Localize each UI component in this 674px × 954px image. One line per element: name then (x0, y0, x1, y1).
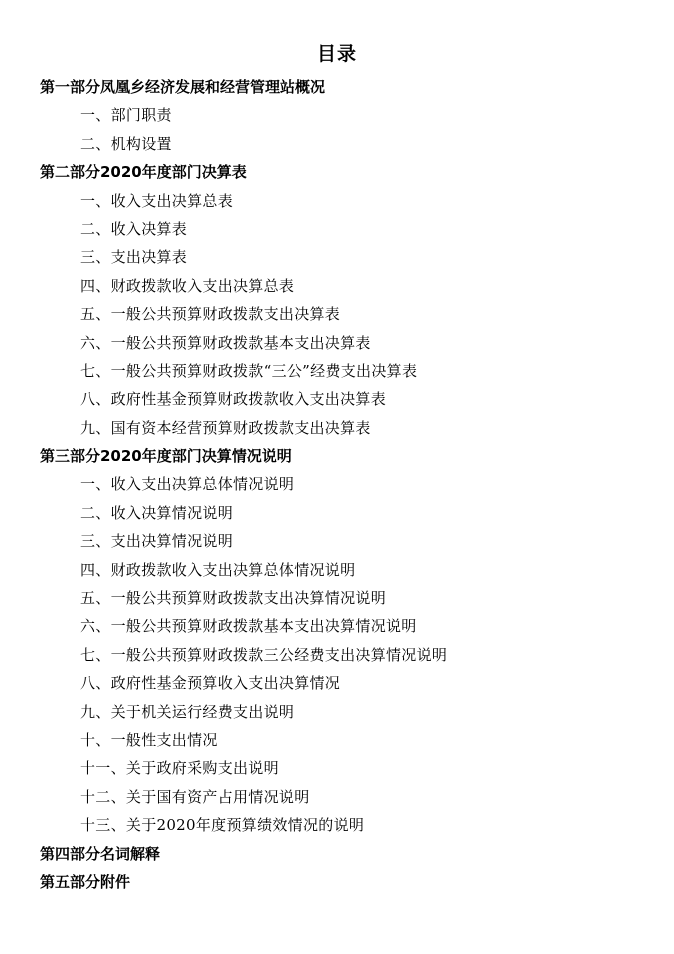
toc-entry: 三、支出决算情况说明 (80, 532, 234, 551)
toc-list (0, 73, 674, 896)
toc-entry: 二、收入决算情况说明 (80, 503, 234, 522)
toc-part-heading: 第一部分凤凰乡经济发展和经营管理站概况 (40, 78, 326, 96)
toc-part-heading: 第三部分2020年度部门决算情况说明 (40, 447, 292, 466)
toc-entry: 三、支出决算表 (80, 248, 188, 267)
toc-entry: 九、关于机关运行经费支出说明 (80, 702, 295, 721)
toc-part-heading: 第四部分名词解释 (40, 844, 161, 863)
toc-entry: 十三、关于2020年度预算绩效情况的说明 (80, 816, 365, 835)
toc-entry: 五、一般公共预算财政拨款支出决算表 (80, 305, 341, 324)
toc-entry: 一、收入支出决算总体情况说明 (80, 475, 295, 494)
toc-entry: 二、机构设置 (80, 134, 172, 153)
toc-entry: 七、一般公共预算财政拨款三公经费支出决算情况说明 (80, 645, 448, 664)
toc-entry: 八、政府性基金预算财政拨款收入支出决算表 (80, 390, 387, 409)
toc-entry: 十二、关于国有资产占用情况说明 (80, 787, 310, 806)
toc-part-heading: 第五部分附件 (40, 872, 131, 891)
toc-entry: 十、一般性支出情况 (80, 730, 218, 749)
toc-entry: 四、财政拨款收入支出决算总表 (80, 276, 295, 295)
toc-entry: 六、一般公共预算财政拨款基本支出决算表 (80, 333, 371, 352)
toc-entry: 一、部门职责 (80, 106, 172, 125)
toc-entry: 五、一般公共预算财政拨款支出决算情况说明 (80, 589, 387, 608)
toc-title: 目录 (316, 43, 357, 65)
toc-entry: 八、政府性基金预算收入支出决算情况 (80, 674, 341, 693)
toc-entry: 六、一般公共预算财政拨款基本支出决算情况说明 (80, 617, 417, 636)
toc-entry: 十一、关于政府采购支出说明 (80, 759, 279, 778)
toc-entry: 一、收入支出决算总表 (80, 191, 234, 210)
toc-entry: 九、国有资本经营预算财政拨款支出决算表 (80, 418, 371, 437)
toc-entry: 二、收入决算表 (80, 219, 188, 238)
toc-entry: 四、财政拨款收入支出决算总体情况说明 (80, 560, 356, 579)
toc-part-heading: 第二部分2020年度部门决算表 (40, 163, 247, 182)
toc-entry: 七、一般公共预算财政拨款“三公”经费支出决算表 (80, 361, 418, 380)
